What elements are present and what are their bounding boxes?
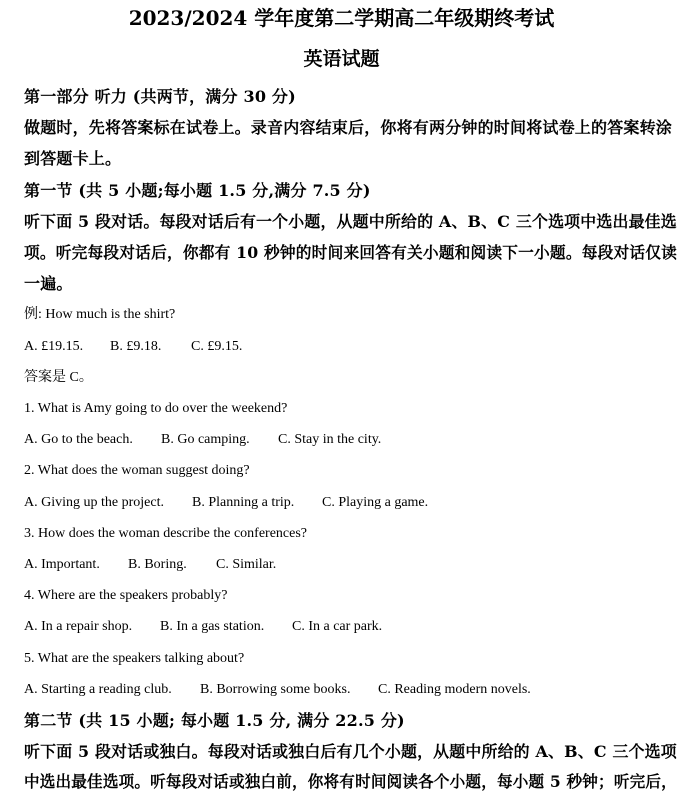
- question-1-option-c: C. Stay in the city.: [278, 432, 382, 447]
- question-5: 5. What are the speakers talking about?: [24, 651, 245, 666]
- question-1-option-a: A. Go to the beach.: [24, 432, 133, 447]
- question-4-option-a: A. In a repair shop.: [24, 619, 133, 634]
- example-question: 例: How much is the shirt?: [24, 307, 176, 322]
- question-2-option-a: A. Giving up the project.: [24, 495, 164, 510]
- section1-instruction-line3: 一遍。: [24, 274, 73, 293]
- exam-title: 2023/2024 学年度第二学期高二年级期终考试: [128, 6, 555, 30]
- question-4: 4. Where are the speakers probably?: [24, 588, 228, 603]
- question-3: 3. How does the woman describe the conferences?: [24, 526, 308, 541]
- part1-instruction-line1: 做题时，先将答案标在试卷上。录音内容结束后，你将有两分钟的时间将试卷上的答案转涂: [24, 118, 673, 137]
- question-2: 2. What does the woman suggest doing?: [24, 463, 250, 478]
- question-5-option-b: B. Borrowing some books.: [200, 682, 351, 697]
- example-answer: 答案是 C。: [24, 370, 93, 385]
- question-5-option-a: A. Starting a reading club.: [24, 682, 172, 697]
- exam-subtitle: 英语试题: [303, 48, 380, 70]
- question-2-option-b: B. Planning a trip.: [192, 495, 295, 510]
- question-4-option-b: B. In a gas station.: [160, 619, 265, 634]
- part1-heading: 第一部分 听力 (共两节，满分 30 分): [24, 87, 296, 106]
- question-3-option-a: A. Important.: [24, 557, 100, 572]
- question-5-option-c: C. Reading modern novels.: [378, 682, 531, 697]
- question-1-option-b: B. Go camping.: [161, 432, 250, 447]
- part1-instruction-line2: 到答题卡上。: [24, 149, 122, 168]
- section2-instruction-line1: 听下面 5 段对话或独白。每段对话或独白后有几个小题，从题中所给的 A、B、C 三个选项: [24, 742, 677, 761]
- section2-heading: 第二节 (共 15 小题; 每小题 1.5 分, 满分 22.5 分): [24, 711, 405, 730]
- question-3-option-b: B. Boring.: [128, 557, 187, 572]
- question-3-option-c: C. Similar.: [216, 557, 277, 572]
- question-1: 1. What is Amy going to do over the weekend?: [24, 401, 288, 416]
- section1-instruction-line1: 听下面 5 段对话。每段对话后有一个小题，从题中所给的 A、B、C 三个选项中选出最佳选: [24, 212, 677, 231]
- question-4-option-c: C. In a car park.: [292, 619, 383, 634]
- example-option-b: B. £9.18.: [110, 339, 162, 354]
- example-option-a: A. £19.15.: [24, 339, 84, 354]
- section2-instruction-line2: 中选出最佳选项。听每段对话或独白前，你将有时间阅读各个小题，每小题 5 秒钟；听完后，: [24, 772, 677, 791]
- section1-heading: 第一节 (共 5 小题;每小题 1.5 分,满分 7.5 分): [24, 181, 371, 200]
- section1-instruction-line2: 项。听完每段对话后，你都有 10 秒钟的时间来回答有关小题和阅读下一小题。每段对话仅读: [24, 243, 678, 262]
- question-2-option-c: C. Playing a game.: [322, 495, 429, 510]
- example-option-c: C. £9.15.: [191, 339, 243, 354]
